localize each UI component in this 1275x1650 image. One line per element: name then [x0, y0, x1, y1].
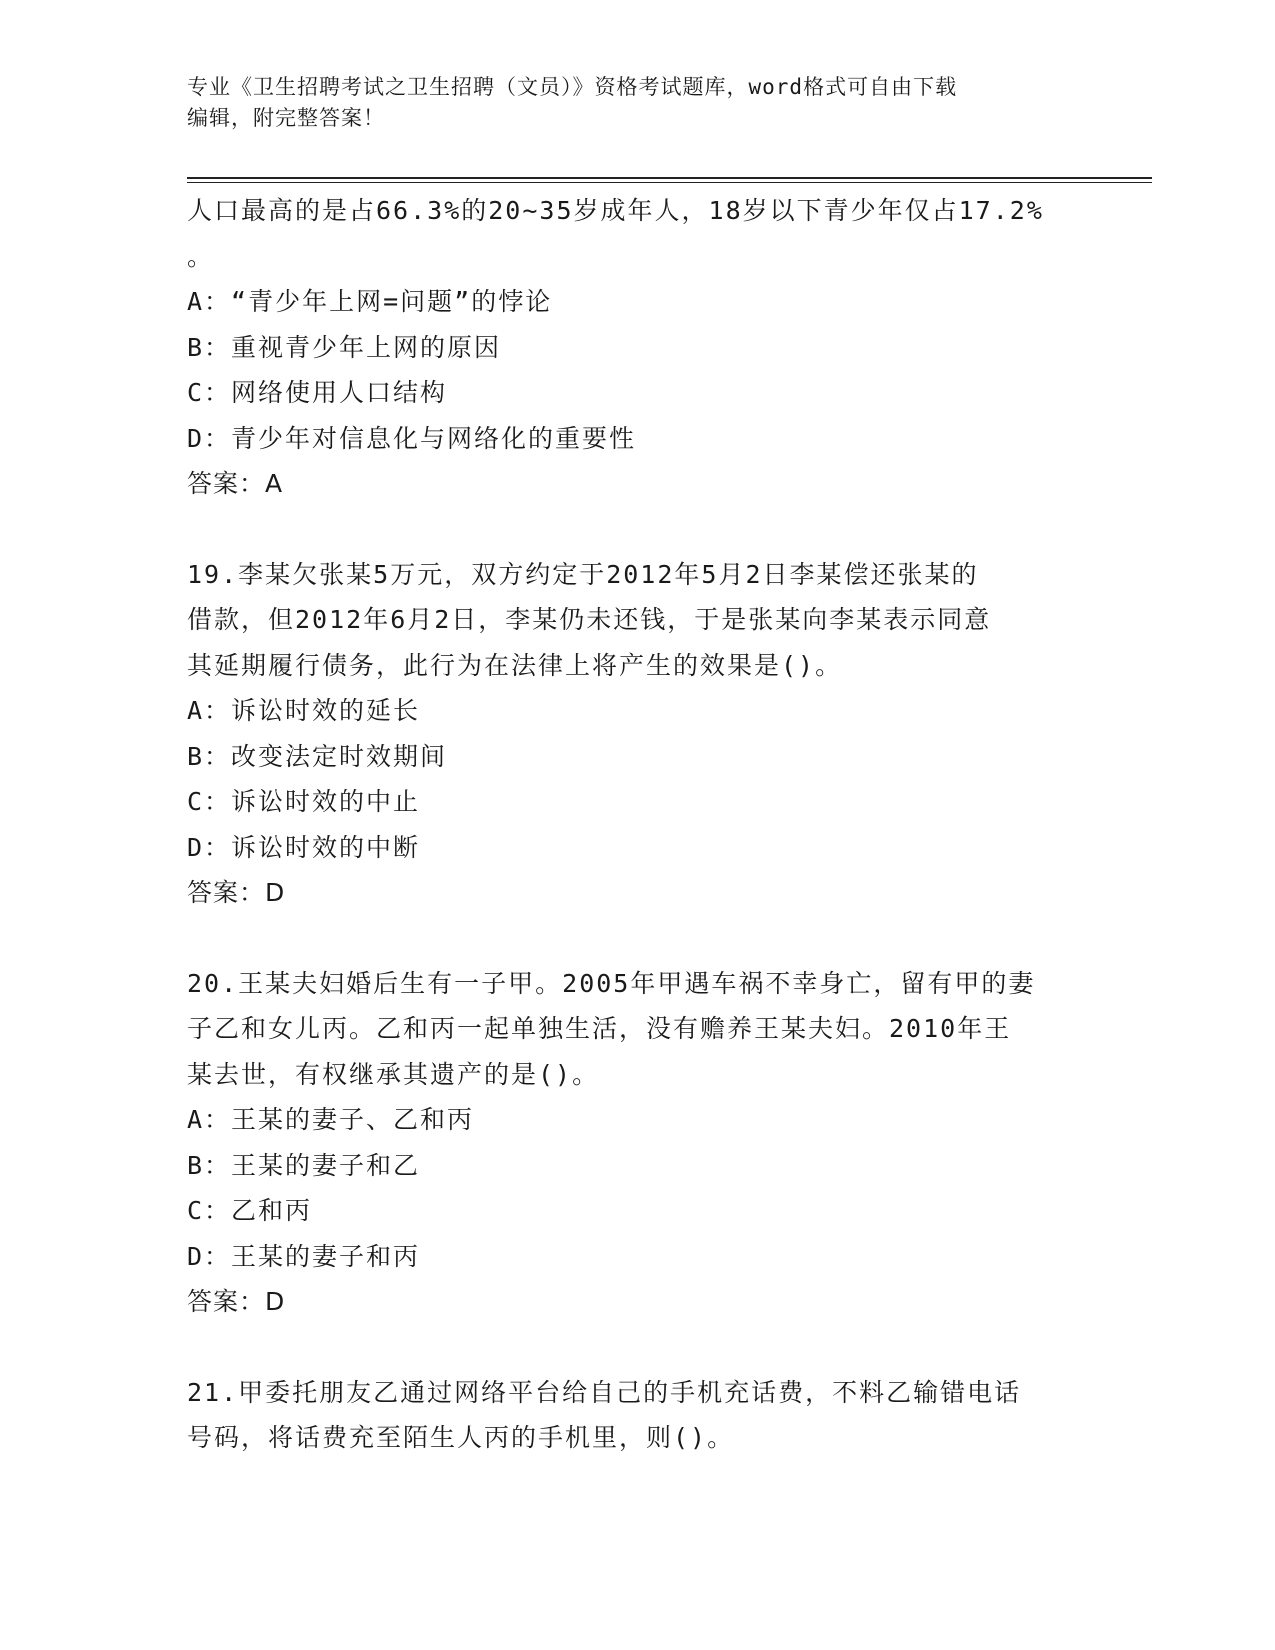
question-stem-line: 借款，但2012年6月2日，李某仍未还钱，于是张某向李某表示同意: [187, 605, 992, 634]
header-divider-thick: [187, 177, 1152, 179]
option-c: C：网络使用人口结构: [187, 378, 448, 407]
header-divider-thin: [187, 182, 1152, 183]
question-stem-line: 其延期履行债务，此行为在法律上将产生的效果是()。: [187, 650, 843, 680]
option-b: B：重视青少年上网的原因: [187, 332, 502, 362]
option-a: A：“青少年上网=问题”的悖论: [187, 287, 553, 316]
question-stem-line: 人口最高的是占66.3%的20~35岁成年人，18岁以下青少年仅占17.2%: [187, 196, 1044, 225]
question-21: [187, 1370, 1147, 1461]
answer-label: 答案：D: [187, 878, 286, 907]
option-b: B：改变法定时效期间: [187, 741, 448, 771]
question-stem-line: 21.甲委托朋友乙通过网络平台给自己的手机充话费，不料乙输错电话: [187, 1377, 1022, 1407]
spacer: [187, 1325, 1147, 1370]
option-d: D：王某的妻子和丙: [187, 1241, 421, 1271]
question-stem-line: 子乙和女儿丙。乙和丙一起单独生活，没有赡养王某夫妇。2010年王: [187, 1014, 1012, 1043]
header-line-1: 专业《卫生招聘考试之卫生招聘（文员）》资格考试题库，word格式可自由下载: [187, 75, 958, 99]
answer-label: 答案：D: [187, 1287, 286, 1316]
question-19: [187, 552, 1147, 916]
question-stem-line: 19.李某欠张某5万元，双方约定于2012年5月2日李某偿还张某的: [187, 559, 979, 589]
question-18: [187, 188, 1147, 507]
question-20: [187, 961, 1147, 1325]
question-stem-line: 。: [187, 241, 215, 271]
option-b: B：王某的妻子和乙: [187, 1150, 421, 1180]
option-d: D：诉讼时效的中断: [187, 832, 421, 862]
option-c: C：诉讼时效的中止: [187, 787, 421, 816]
document-header: [187, 72, 1087, 134]
spacer: [187, 916, 1147, 961]
option-a: A：王某的妻子、乙和丙: [187, 1105, 475, 1134]
question-list: [187, 188, 1147, 1461]
header-line-2: 编辑，附完整答案！: [187, 106, 385, 130]
option-a: A：诉讼时效的延长: [187, 696, 421, 725]
question-stem-line: 某去世，有权继承其遗产的是()。: [187, 1059, 600, 1089]
option-d: D：青少年对信息化与网络化的重要性: [187, 423, 637, 453]
option-c: C：乙和丙: [187, 1196, 313, 1225]
question-stem-line: 20.王某夫妇婚后生有一子甲。2005年甲遇车祸不幸身亡，留有甲的妻: [187, 968, 1036, 998]
question-stem-line: 号码，将话费充至陌生人丙的手机里，则()。: [187, 1423, 735, 1452]
spacer: [187, 507, 1147, 552]
answer-label: 答案：A: [187, 469, 284, 498]
